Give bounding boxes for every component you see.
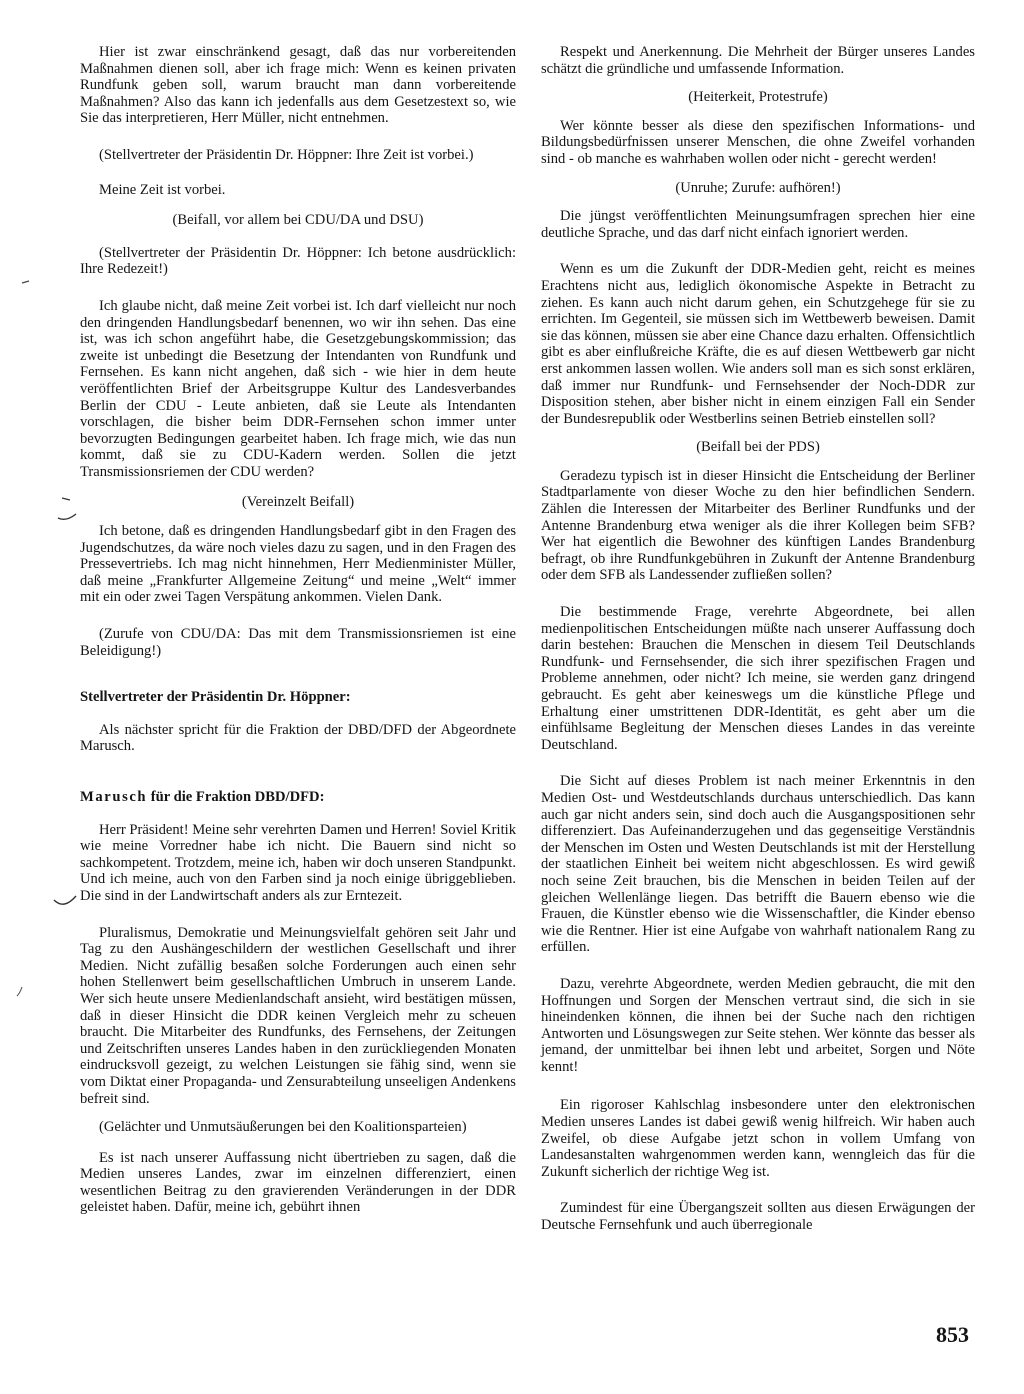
paragraph: Als nächster spricht für die Fraktion der DBD/DFD der Abgeordnete Marusch. [80,721,516,755]
paragraph: Meine Zeit ist vorbei. [99,181,226,198]
paragraph: Herr Präsident! Meine sehr verehrten Damen und Herren! Soviel Kritik wie meine Vorredner habe ich nicht. Die Bauern sind nicht so sachkompetent. Trotzdem, meine ich, haben wir doch unseren Standpunkt. Und ich meine, auch von den Farben sind ja noch einige übriggeblieben. Die sind in der Landwirtschaft anders als zur Erntezeit. [80,821,516,904]
paragraph: Es ist nach unserer Auffassung nicht übertrieben zu sagen, daß die Medien unseres Landes, zwar im einzelnen differenziert, einen wesentlichen Beitrag zu den gravierenden Veränderungen in der DDR geleistet haben. Dafür, meine ich, gebührt ihnen [80,1149,516,1216]
paragraph: Ich betone, daß es dringenden Handlungsbedarf gibt in den Fragen des Jugendschutzes, da wäre noch vieles dazu zu sagen, und in den Fragen des Pressevertriebs. Ich mag nicht hinnehmen, Herr Medienminister Müller, daß meine „Frankfurter Allgemeine Zeitung“ und meine „Welt“ immer mit ein oder zwei Tagen Verspätung ankommen. Vielen Dank. [80,523,516,606]
paragraph: Wenn es um die Zukunft der DDR-Medien geht, reicht es meines Erachtens nicht aus, lediglich ökonomische Aspekte in Betracht zu ziehen. Es kann auch nicht darum gehen, ein Schutzgehege für sie zu errichten. Im Gegenteil, sie müssen sich im Wettbewerb beweisen. Damit sie das können, müssen sie aber eine Chance dazu erhalten. Offensichtlich gibt es aber einflußreiche Kräfte, die es auf diesen Wettbewerb gar nicht erst ankommen lassen wollen. Wie anders soll man es sich sonst erklären, daß immer nur Rundfunk- und Fernsehsender der Noch-DDR zur Disposition stehen, aber bisher nicht in einem einzigen Fall ein Sender der Bundesrepublik oder Westberlins seinen Betrieb einstellen soll? [541,261,975,427]
speaker-role: für die Fraktion DBD/DFD: [147,789,325,805]
margin-mark [56,496,78,524]
paragraph: Dazu, verehrte Abgeordnete, werden Medien gebraucht, die mit den Hoffnungen und Sorgen der Menschen vertraut sind, die sich in sie hineindenken können, die ihnen bei der Suche nach den richtigen Antworten und Lösungswegen zur Seite stehen. Wer könnte das besser als jemand, der unmittelbar bei ihnen lebt und arbeitet, Sorgen und Nöte kennt! [541,975,975,1075]
paragraph: Ein rigoroser Kahlschlag insbesondere unter den elektronischen Medien unseres Landes ist dabei gewiß wenig hilfreich. Wir haben auch Zweifel, ob diese Aufgabe jetzt schon in vollem Umfang von Landesanstalten wahrgenommen werden kann, wenngleich das für die Zukunft sicherlich der richtige Weg ist. [541,1097,975,1180]
interjection: (Heiterkeit, Protestrufe) [688,89,828,106]
left-column [80,44,516,1216]
interjection: (Stellvertreter der Präsidentin Dr. Höppner: Ich betone ausdrücklich: Ihre Redezeit!) [80,244,516,278]
paragraph: Zumindest für eine Übergangszeit sollten aus diesen Erwägungen der Deutsche Fernsehfunk und auch überregionale [541,1200,975,1234]
speaker-name: Marusch [80,789,148,805]
interjection: (Unruhe; Zurufe: aufhören!) [675,179,841,196]
right-column [541,44,975,1234]
margin-mark [14,985,26,999]
interjection: (Beifall bei der PDS) [696,439,820,456]
paragraph: Respekt und Anerkennung. Die Mehrheit der Bürger unseres Landes schätzt die gründliche und umfassende Information. [541,44,975,77]
paragraph: Die bestimmende Frage, verehrte Abgeordnete, bei allen medienpolitischen Entscheidungen müßte nach unserer Auffassung doch darin bestehen: Brauchen die Menschen in diesem Teil Deutschlands Rundfunk- und Fernsehsender, die sich ihrer spezifischen Fragen und Probleme annehmen, oder nicht? Ich meine, sie werden ganz dringend gebraucht. Es geht aber keineswegs um die künstliche Pflege und Erhaltung einer umstrittenen DDR-Identität, es geht aber um die einfühlsame Begleitung der Menschen dieses Landes in das vereinte Deutschland. [541,604,975,753]
paragraph: Die jüngst veröffentlichten Meinungsumfragen sprechen hier eine deutliche Sprache, und das darf nicht einfach ignoriert werden. [541,208,975,241]
interjection: (Beifall, vor allem bei CDU/DA und DSU) [172,212,424,229]
interjection: (Gelächter und Unmutsäußerungen bei den Koalitionsparteien) [99,1119,467,1136]
paragraph: Ich glaube nicht, daß meine Zeit vorbei ist. Ich darf vielleicht nur noch den dringenden Handlungsbedarf benennen, wo wir ihn sehen. Das eine ist, was ich schon angeführt habe, die Gesetzgebungskommission; das zweite ist unbedingt die Besetzung der Intendanten von Rundfunk und Fernsehen. Es kann nicht angehen, daß sich - wie hier in dem heute veröffentlichten Brief der Arbeitsgruppe Kultur des Landesverbandes Berlin der CDU - Leute anbieten, daß sie Leute als Intendanten vorschlagen, die bisher beim DDR-Fernsehen schon immer unter bevorzugten Bedingungen gearbeitet haben. Ich frage mich, wie das nun kommt, daß sie zu CDU-Kadern werden. Sollen die jetzt Transmissionsriemen der CDU werden? [80,297,516,480]
paragraph: Die Sicht auf dieses Problem ist nach meiner Erkenntnis in den Medien Ost- und Westdeutschlands durchaus unterschiedlich. Das kann auch gar nicht anders sein, sind doch auch die Ausgangspositionen sehr differenziert. Das Aufeinanderzugehen und das gegenseitige Verständnis der Menschen im Osten und Westen Deutschlands ist mit der Herstellung der staatlichen Einheit bei weitem nicht abgeschlossen. Es wird gewiß noch seine Zeit brauchen, bis die Menschen in beiden Teilen auf der gleichen Wellenlänge liegen. Das betrifft die Bauern ebenso wie die Frauen, die Künstler ebenso wie die Wissenschaftler, die Kinder ebenso wie die Rentner. Hier ist eine Aufgabe von wahrhaft nationalem Rang zu erfüllen. [541,773,975,956]
paragraph: Hier ist zwar einschränkend gesagt, daß das nur vorbereitenden Maßnahmen dienen soll, aber ich frage mich: Wenn es keinen privaten Rundfunk geben soll, warum braucht man dann vorbereitende Maßnahmen? Also das kann ich jedenfalls aus dem Gesetzestext so, wie Sie das interpretieren, Herr Müller, nicht entnehmen. [80,44,516,127]
paragraph: Wer könnte besser als diese den spezifischen Informations- und Bildungsbedürfnissen unserer Menschen, die ohne Zweifel vorhanden sind - ob manche es wahrhaben wollen oder nicht - gerecht werden! [541,117,975,167]
margin-mark [20,278,32,286]
speaker-heading [80,789,516,806]
margin-mark [52,890,80,914]
interjection: (Vereinzelt Beifall) [241,494,355,511]
speaker-heading: Stellvertreter der Präsidentin Dr. Höppner: [80,689,351,706]
paragraph: Pluralismus, Demokratie und Meinungsvielfalt gehören seit Jahr und Tag zu den Aushängeschildern der westlichen Gesellschaft und ihrer Medien. Nicht zufällig besaßen solche Forderungen auch einen sehr hohen Stellenwert beim gesellschaftlichen Umbruch in unserem Lande. Wer sich heute unsere Medienlandschaft ansieht, wird bestätigen müssen, daß in dieser Hinsicht die DDR keinen Vergleich mehr zu scheuen braucht. Die Mitarbeiter des Rundfunks, des Fernsehens, der Zeitungen und Zeitschriften unseres Landes haben in den zurückliegenden Monaten eindrucksvoll gezeigt, zu welchen Leistungen sie fähig sind, wenn sie vom Diktat einer Propaganda- und Zensurabteilung unseeligen Andenkens befreit sind. [80,924,516,1107]
interjection: (Stellvertreter der Präsidentin Dr. Höppner: Ihre Zeit ist vorbei.) [99,146,474,163]
paragraph: Geradezu typisch ist in dieser Hinsicht die Entscheidung der Berliner Stadtparlamente von dieser Woche zu den hier befindlichen Sendern. Zählen die Interessen der Mitarbeiter des Berliner Rundfunks und der Antenne Brandenburg etwa weniger als die ihrer Kollegen beim SFB? Wer hat eigentlich die Bewohner des künftigen Landes Brandenburg befragt, ob ihre Rundfunkgebühren in Zukunft der Antenne Brandenburg oder dem SFB als Landessender zufließen sollen? [541,467,975,584]
interjection: (Zurufe von CDU/DA: Das mit dem Transmissionsriemen ist eine Beleidigung!) [80,626,516,659]
page-number: 853 [936,1322,969,1347]
